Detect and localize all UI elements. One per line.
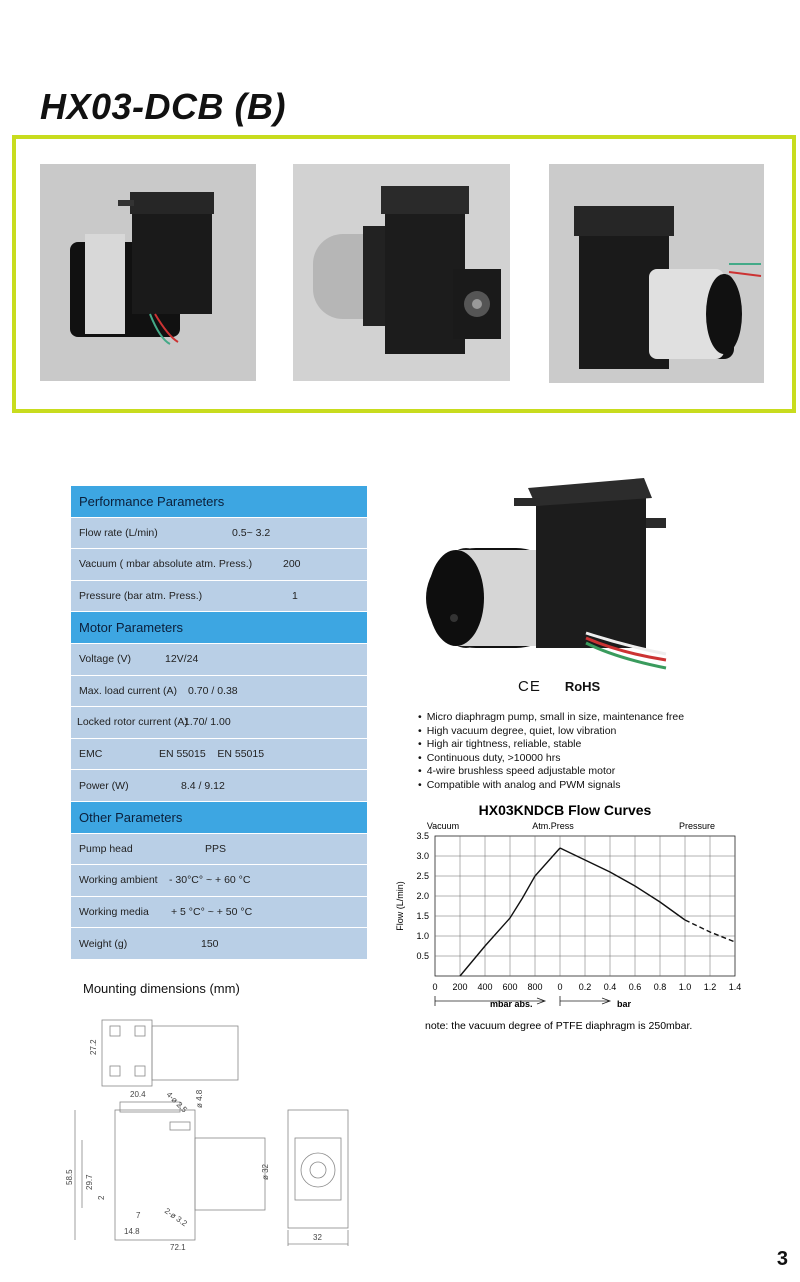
spec-row-voltage bbox=[71, 644, 367, 676]
chart-series bbox=[460, 848, 735, 976]
spec-row-vacuum bbox=[71, 549, 367, 581]
y-tick-label: 3.5 bbox=[416, 831, 429, 841]
dim-label: 27.2 bbox=[89, 1039, 98, 1055]
chart-note: note: the vacuum degree of PTFE diaphragm is 250mbar. bbox=[425, 1020, 693, 1032]
flow-curve-chart bbox=[395, 800, 755, 1040]
page-number: 3 bbox=[776, 1248, 788, 1270]
spec-row-max-load-current bbox=[71, 676, 367, 708]
feature-list bbox=[418, 711, 684, 793]
spec-label: Flow rate (L/min) bbox=[79, 526, 158, 539]
spec-value: 1.70/ 1.00 bbox=[184, 716, 231, 729]
certification-marks bbox=[518, 678, 600, 695]
x-ticks bbox=[432, 982, 741, 992]
page-title: HX03-DCB (B) bbox=[40, 86, 287, 127]
x-tick-label: 0.6 bbox=[628, 982, 642, 992]
feature-item: • Continuous duty, >10000 hrs bbox=[418, 752, 684, 766]
region-label-atm: Atm.Press bbox=[532, 821, 574, 831]
x-tick-label: 0.8 bbox=[653, 982, 667, 992]
spec-label: Pump head bbox=[79, 842, 133, 855]
spec-row-locked-rotor-current bbox=[71, 707, 367, 739]
dim-label: 58.5 bbox=[65, 1169, 74, 1185]
pump-photo-1 bbox=[40, 164, 256, 381]
x-tick-label: 800 bbox=[527, 982, 543, 992]
spec-value: PPS bbox=[205, 842, 227, 855]
x-tick-label: 1.4 bbox=[728, 982, 742, 992]
spec-value: 8.4 / 9.12 bbox=[181, 779, 225, 792]
spec-label: Weight (g) bbox=[79, 937, 128, 950]
spec-label: Locked rotor current (A) bbox=[77, 716, 188, 729]
spec-row-pressure bbox=[71, 581, 367, 613]
spec-label: Power (W) bbox=[79, 779, 129, 792]
spec-value: 150 bbox=[201, 937, 219, 950]
feature-item: • High vacuum degree, quiet, low vibration bbox=[418, 725, 684, 739]
spec-value: 0.70 / 0.38 bbox=[188, 684, 238, 697]
chart-title: HX03KNDCB Flow Curves bbox=[478, 802, 652, 818]
x-tick-label: 1.0 bbox=[678, 982, 692, 992]
mounting-label: Mounting dimensions (mm) bbox=[83, 981, 240, 996]
y-tick-label: 2.0 bbox=[416, 891, 429, 901]
rohs-mark: RoHS bbox=[564, 679, 601, 694]
feature-item: • Micro diaphragm pump, small in size, maintenance free bbox=[418, 711, 684, 725]
spec-row-power bbox=[71, 770, 367, 802]
x-tick-label: 600 bbox=[502, 982, 518, 992]
spec-row-weight bbox=[71, 928, 367, 960]
product-image bbox=[416, 458, 676, 678]
spec-row-working-media bbox=[71, 897, 367, 929]
spec-label: Vacuum ( mbar absolute atm. Press.) bbox=[79, 558, 253, 571]
region-label-vacuum: Vacuum bbox=[426, 821, 460, 831]
pump-photo-2 bbox=[293, 164, 510, 381]
spec-label: Working media bbox=[79, 906, 149, 919]
dim-label: 2 bbox=[97, 1195, 106, 1200]
dim-label: 4-ø 2.5 bbox=[164, 1090, 189, 1115]
x-tick-label: 0.2 bbox=[578, 982, 592, 992]
spec-header-other: Other Parameters bbox=[71, 802, 367, 834]
region-label-pressure: Pressure bbox=[678, 821, 716, 831]
x-tick-label: 400 bbox=[477, 982, 493, 992]
spec-header-performance: Performance Parameters bbox=[71, 486, 367, 518]
spec-value: + 5 °C° ~ + 50 °C bbox=[171, 906, 253, 919]
spec-value: 0.5~ 3.2 bbox=[232, 526, 271, 539]
x-tick-label: 0 bbox=[432, 982, 438, 992]
mounting-drawing bbox=[60, 1000, 380, 1250]
y-tick-label: 0.5 bbox=[416, 951, 429, 961]
x-tick-label: 0.4 bbox=[603, 982, 617, 992]
spec-label: Working ambient bbox=[79, 874, 158, 887]
spec-row-flow-rate bbox=[71, 518, 367, 550]
spec-row-pump-head bbox=[71, 834, 367, 866]
pump-photo-2-image bbox=[293, 164, 510, 381]
x-tick-label: 200 bbox=[452, 982, 468, 992]
feature-item: • 4-wire brushless speed adjustable motor bbox=[418, 765, 684, 779]
spec-row-emc bbox=[71, 739, 367, 771]
dim-label: 29.7 bbox=[85, 1174, 94, 1190]
spec-value: 12V/24 bbox=[165, 653, 199, 666]
y-axis-label: Flow (L/min) bbox=[395, 881, 405, 931]
dim-label: ø 4.8 bbox=[195, 1089, 204, 1108]
feature-item: • Compatible with analog and PWM signals bbox=[418, 779, 684, 793]
x-tick-label: 1.2 bbox=[703, 982, 717, 992]
spec-label: Voltage (V) bbox=[79, 653, 131, 666]
ce-mark: CE bbox=[518, 678, 541, 695]
dim-label: 14.8 bbox=[124, 1227, 140, 1236]
x-unit-vacuum: mbar abs. bbox=[490, 999, 533, 1009]
spec-table bbox=[71, 486, 367, 960]
feature-item: • High air tightness, reliable, stable bbox=[418, 738, 684, 752]
spec-label: Pressure (bar atm. Press.) bbox=[79, 590, 203, 603]
dim-label: 32 bbox=[313, 1233, 322, 1242]
y-tick-label: 2.5 bbox=[416, 871, 429, 881]
dim-label: 7 bbox=[136, 1211, 141, 1220]
spec-value: 1 bbox=[292, 590, 298, 603]
dim-label: ø 32 bbox=[261, 1163, 270, 1180]
spec-value: EN 55015 EN 55015 bbox=[159, 748, 265, 761]
y-tick-label: 3.0 bbox=[416, 851, 429, 861]
dim-label: 72.1 bbox=[170, 1243, 186, 1250]
dim-label: 20.4 bbox=[130, 1090, 146, 1099]
series-line-pressure bbox=[560, 848, 685, 920]
chart-grid bbox=[435, 836, 735, 976]
spec-row-working-ambient bbox=[71, 865, 367, 897]
spec-header-motor: Motor Parameters bbox=[71, 612, 367, 644]
spec-label: EMC bbox=[79, 748, 103, 761]
y-ticks bbox=[416, 831, 429, 961]
pump-photo-1-image bbox=[40, 164, 256, 381]
spec-value: 200 bbox=[283, 558, 301, 571]
dim-label: 2-ø 3.2 bbox=[162, 1206, 189, 1229]
photo-frame bbox=[12, 135, 796, 413]
spec-label: Max. load current (A) bbox=[79, 684, 178, 697]
y-tick-label: 1.5 bbox=[416, 911, 429, 921]
x-tick-label: 0 bbox=[557, 982, 563, 992]
x-unit-pressure: bar bbox=[617, 999, 632, 1009]
spec-value: - 30°C° ~ + 60 °C bbox=[169, 874, 251, 887]
y-tick-label: 1.0 bbox=[416, 931, 429, 941]
pump-photo-3-image bbox=[549, 164, 764, 383]
pump-photo-3 bbox=[549, 164, 764, 383]
